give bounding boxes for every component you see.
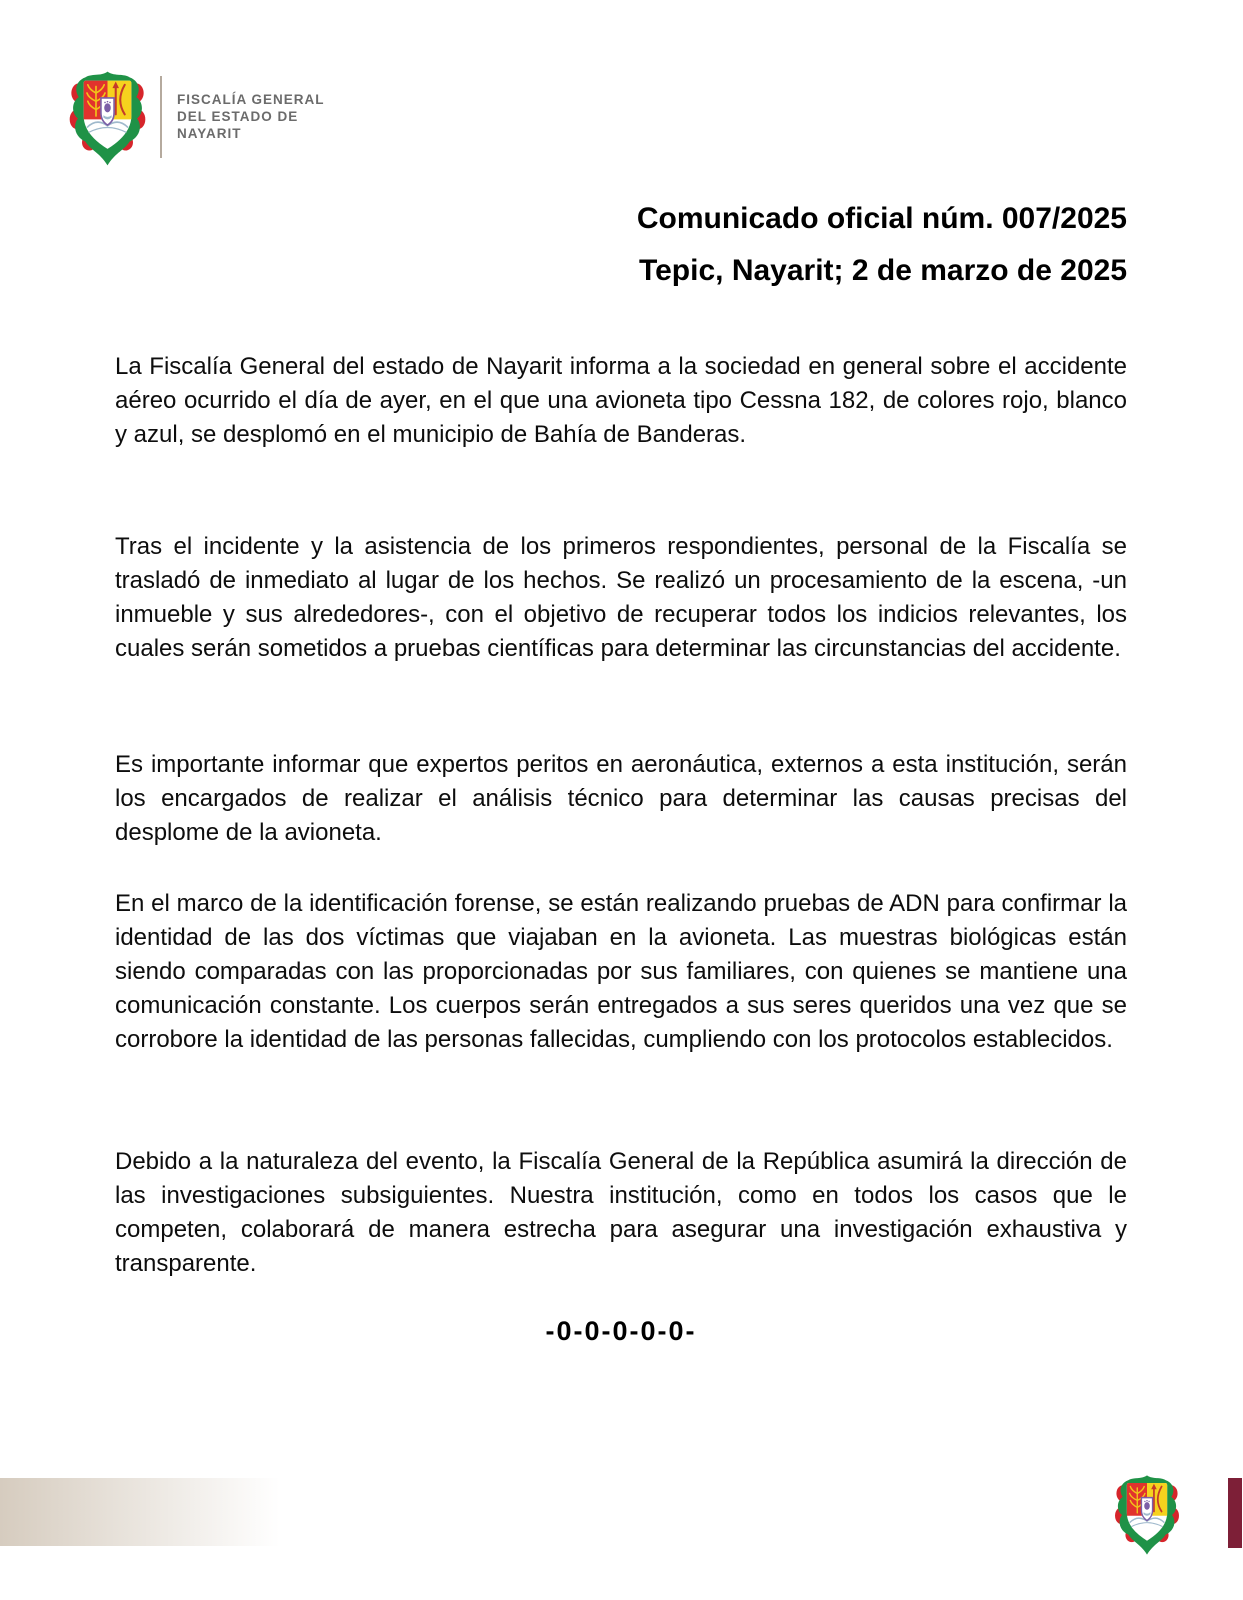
- header-divider: [160, 76, 162, 158]
- nayarit-coat-of-arms-icon: [66, 70, 149, 167]
- document-title: Comunicado oficial núm. 007/2025: [636, 202, 1127, 235]
- agency-name-line-1: FISCALÍA GENERAL: [177, 92, 325, 107]
- footer-accent-bar: [1228, 1478, 1242, 1548]
- agency-name-line-2: DEL ESTADO DE: [177, 109, 299, 124]
- nayarit-coat-of-arms-icon: [1112, 1474, 1182, 1556]
- footer-gradient-bar: [0, 1478, 280, 1546]
- closing-mark: -0-0-0-0-0-: [545, 1316, 697, 1346]
- paragraph-5: Debido a la naturaleza del evento, la Fiscalía General de la República asumirá la dirección de las investigaciones subsiguientes. Nuestra institución, como en todos los casos que le competen, colaborará de manera estrecha para asegurar una investigación exhaustiva y transparente.: [115, 1148, 1127, 1277]
- document-dateline: Tepic, Nayarit; 2 de marzo de 2025: [639, 254, 1127, 287]
- agency-name: [177, 91, 325, 142]
- paragraph-1: La Fiscalía General del estado de Nayarit informa a la sociedad en general sobre el accidente aéreo ocurrido el día de ayer, en el que una avioneta tipo Cessna 182, de colores rojo, blanco y azul, se desplomó en el municipio de Bahía de Banderas.: [115, 353, 1127, 448]
- paragraph-2: Tras el incidente y la asistencia de los primeros respondientes, personal de la Fiscalía se trasladó de inmediato al lugar de los hechos. Se realizó un procesamiento de la escena, -un inmueble y sus alrededores-, con el objetivo de recuperar todos los indicios relevantes, los cuales serán sometidos a pruebas científicas para determinar las circunstancias del accidente.: [115, 533, 1127, 662]
- paragraph-3: Es importante informar que expertos peritos en aeronáutica, externos a esta institución, serán los encargados de realizar el análisis técnico para determinar las causas precisas del desplome de la avioneta.: [115, 751, 1127, 846]
- paragraph-4: En el marco de la identificación forense, se están realizando pruebas de ADN para confirmar la identidad de las dos víctimas que viajaban en la avioneta. Las muestras biológicas están siendo comparadas con las proporcionadas por sus familiares, con quienes se mantiene una comunicación constante. Los cuerpos serán entregados a sus seres queridos una vez que se corrobore la identidad de las personas fallecidas, cumpliendo con los protocolos establecidos.: [115, 890, 1127, 1053]
- agency-name-line-3: NAYARIT: [177, 126, 242, 141]
